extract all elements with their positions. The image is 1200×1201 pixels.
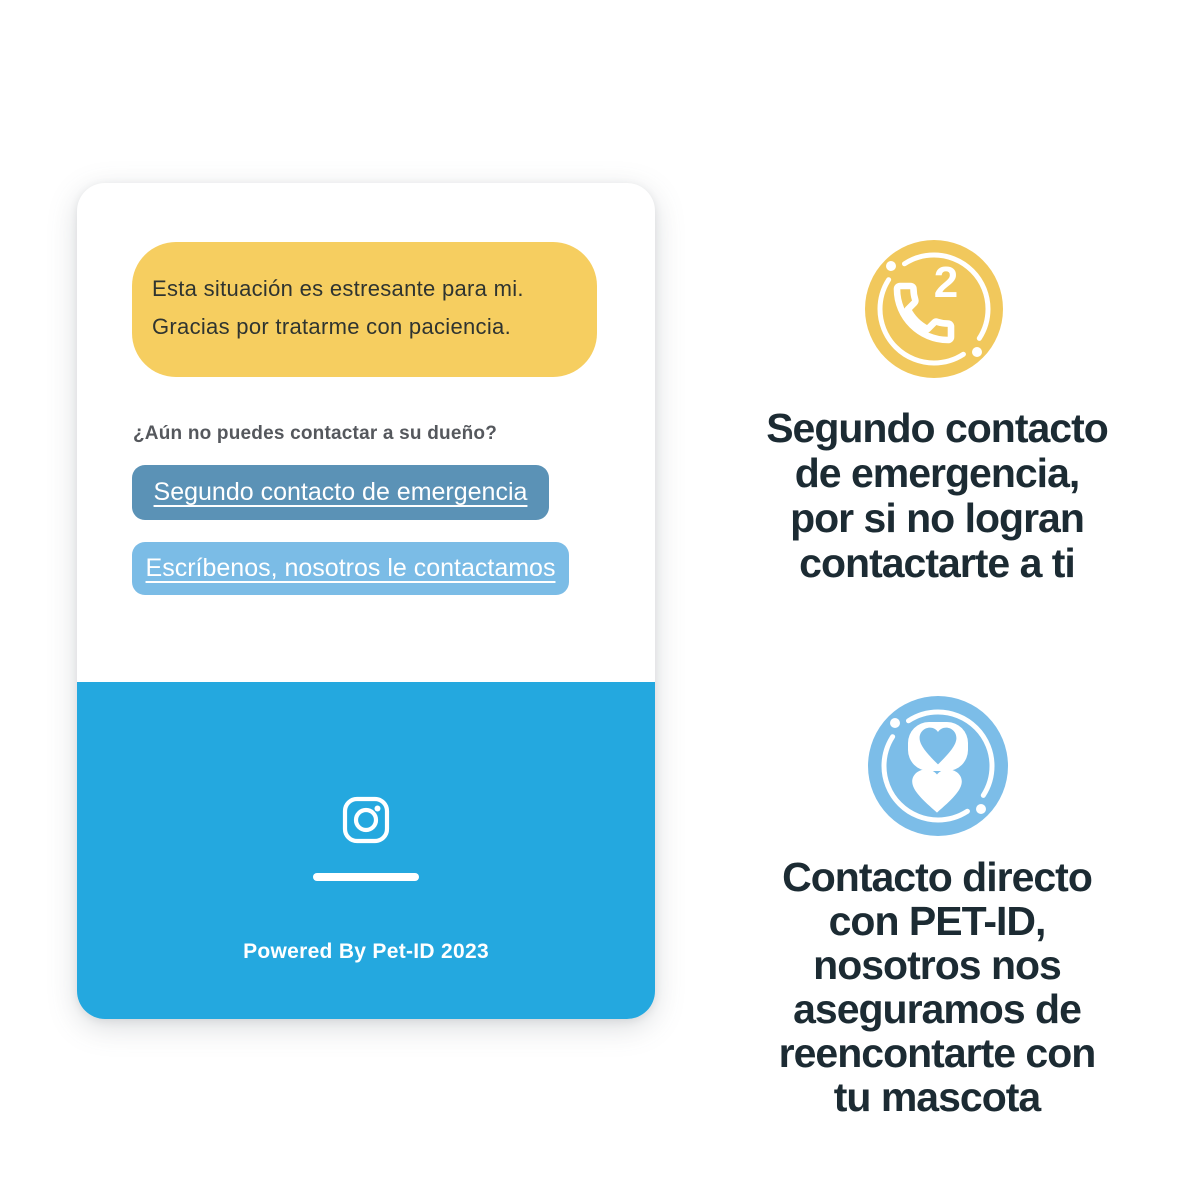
footer-divider — [313, 873, 419, 881]
feature1-line4: contactarte a ti — [799, 540, 1075, 586]
feature2-line1: Contacto directo — [782, 854, 1092, 900]
pet-location-pin-icon — [868, 696, 1008, 836]
powered-by-label: Powered By Pet-ID 2023 — [243, 940, 489, 963]
feature2-line5: reencontarte con — [778, 1030, 1096, 1076]
bubble-line-2: Gracias por tratarme con paciencia. — [152, 314, 511, 339]
bubble-line-1: Esta situación es estresante para mi. — [152, 276, 524, 301]
feature2-line2: con PET-ID, — [828, 898, 1046, 944]
contacto-underlined: Contacto — [782, 854, 952, 900]
chat-message-bubble — [132, 242, 597, 377]
write-us-button[interactable]: Escríbenos, nosotros le contactamos — [132, 542, 569, 595]
feature1-line2: de emergencia, — [794, 450, 1080, 496]
feature1-line1: Segundo contacto — [766, 405, 1108, 451]
feature1-heading — [717, 406, 1157, 586]
feature2-line3: nosotros nos — [813, 942, 1061, 988]
feature1-line3: por si no logran — [790, 495, 1084, 541]
badge-number-2: 2 — [933, 258, 959, 307]
feature2-heading — [717, 855, 1157, 1119]
feature2-line4: aseguramos de — [793, 986, 1081, 1032]
owner-contact-question: ¿Aún no puedes contactar a su dueño? — [133, 423, 498, 444]
instagram-icon-svg — [342, 796, 390, 844]
phone-with-2-badge-icon — [864, 239, 1004, 379]
second-emergency-contact-button[interactable]: Segundo contacto de emergencia — [132, 465, 549, 520]
feature2-line6: tu mascota — [833, 1074, 1041, 1120]
instagram-icon[interactable] — [342, 796, 390, 844]
emergencia-underlined: emergencia — [850, 450, 1069, 496]
pet-chat-card — [77, 183, 655, 1019]
card-footer — [77, 682, 655, 1019]
